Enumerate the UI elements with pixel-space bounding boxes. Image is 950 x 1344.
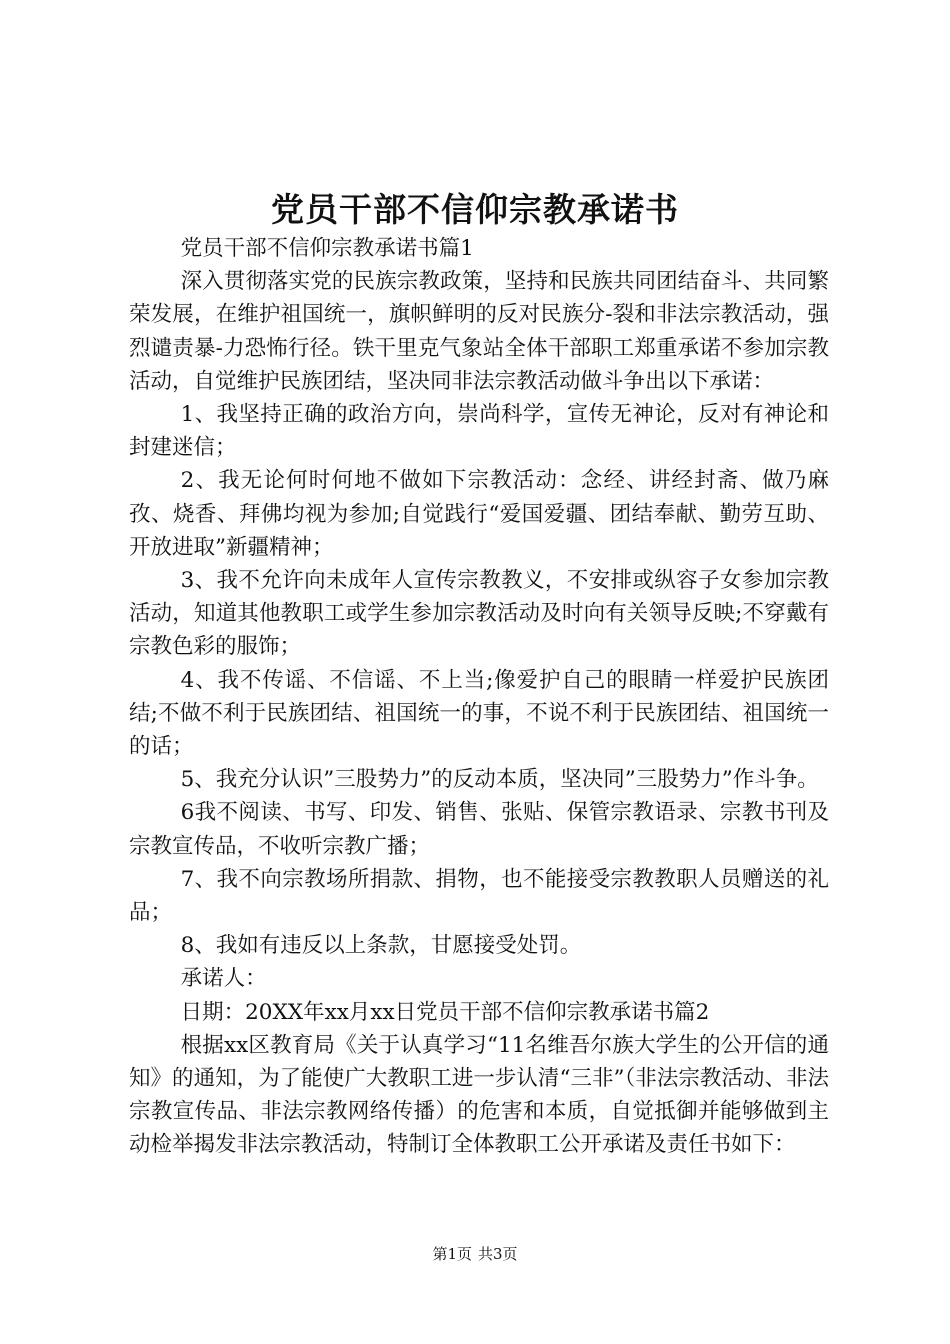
pledge-item-4: 4、我不传谣、不信谣、不上当;像爱护自己的眼睛一样爱护民族团结;不做不利于民族团结、祖国统一的事，不说不利于民族团结、祖国统一的话； [129,667,829,760]
section-heading-1: 党员干部不信仰宗教承诺书篇1 [180,236,474,261]
pledge-item-7: 7、我不向宗教场所捐款、捐物，也不能接受宗教教职人员赠送的礼品； [129,866,829,926]
pledge-item-6: 6我不阅读、书写、印发、销售、张贴、保管宗教语录、宗教书刊及宗教宣传品，不收听宗教广播； [129,800,829,859]
pledge-item-3: 3、我不允许向未成年人宣传宗教教义，不安排或纵容子女参加宗教活动，知道其他教职工或学生参加宗教活动及时向有关领导反映;不穿戴有宗教色彩的服饰； [129,568,829,660]
intro-paragraph: 深入贯彻落实党的民族宗教政策，坚持和民族共同团结奋斗、共同繁荣发展，在维护祖国统一，旗帜鲜明的反对民族分-裂和非法宗教活动，强烈谴责暴-力恐怖行径。铁干里克气象站全体干部职工郑重承诺不参加宗教活动，自觉维护民族团结，坚决同非法宗教活动做斗争出以下承诺： [129,269,829,394]
pledge-item-5: 5、我充分认识”三股势力”的反动本质，坚决同”三股势力”作斗争。 [180,767,819,793]
pledge-item-2: 2、我无论何时何地不做如下宗教活动：念经、讲经封斋、做乃麻孜、烧香、拜佛均视为参加;自觉践行“爱国爱疆、团结奉献、勤劳互助、开放进取”新疆精神； [129,468,829,560]
document-title: 党员干部不信仰宗教承诺书 [271,190,679,229]
pledge-item-8: 8、我如有违反以上条款，甘愿接受处罚。 [180,933,582,959]
document-body [129,232,829,1162]
date-line: 日期：20XX年xx月xx日党员干部不信仰宗教承诺书篇2 [180,999,710,1025]
section-2-paragraph: 根据xx区教育局《关于认真学习“11名维吾尔族大学生的公开信的通知》的通知，为了能使广大教职工进一步认清“三非”（非法宗教活动、非法宗教宣传品、非法宗教网络传播）的危害和本质，自觉抵御并能够做到主动检举揭发非法宗教活动，特制订全体教职工公开承诺及责任书如下： [129,1032,829,1158]
pledge-item-1: 1、我坚持正确的政治方向，崇尚科学，宣传无神论，反对有神论和封建迷信； [129,402,829,461]
page-total: 共3页 [478,1245,518,1263]
signatory-line: 承诺人： [180,966,267,992]
page-footer [0,1243,950,1265]
page-number: 第1页 [432,1245,472,1263]
